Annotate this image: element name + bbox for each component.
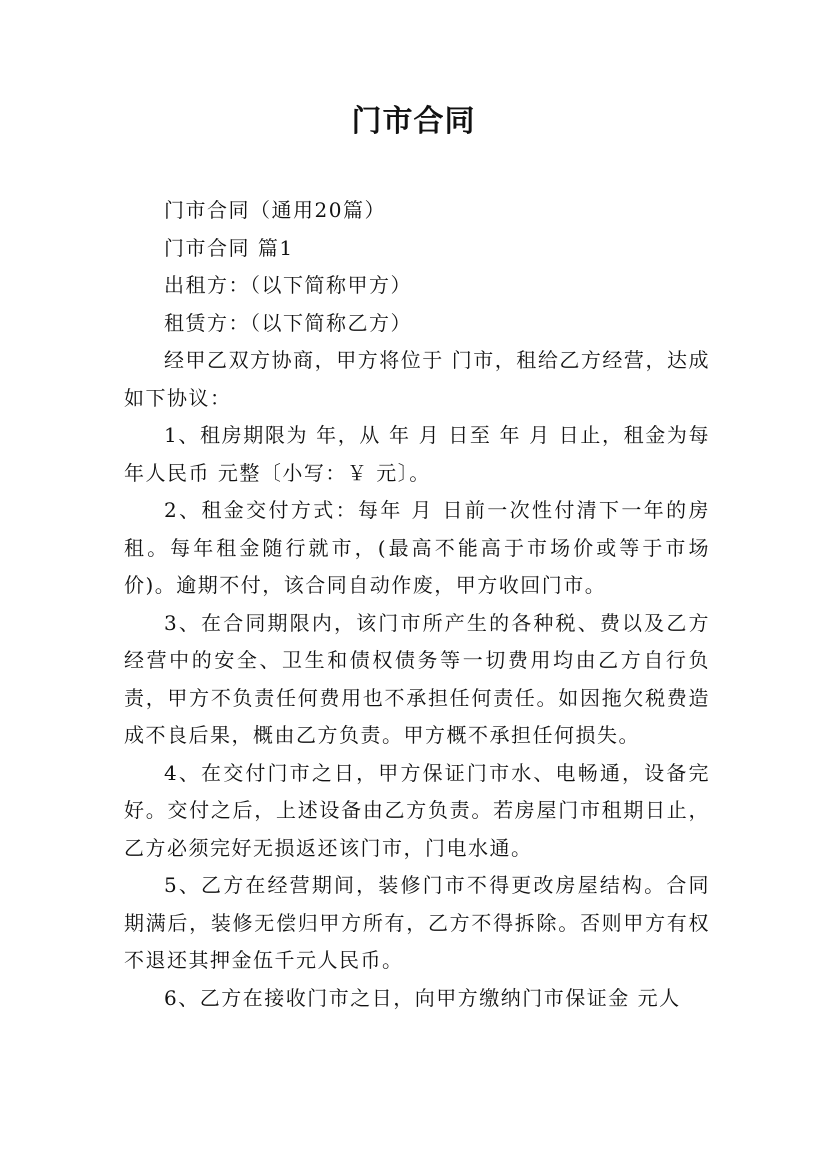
document-body <box>124 192 710 1017</box>
clause-2: 2、租金交付方式：每年 月 日前一次性付清下一年的房租。每年租金随行就市，(最高不能高于市场价或等于市场价)。逾期不付，该合同自动作废，甲方收回门市。 <box>124 498 710 597</box>
clause-1: 1、租房期限为 年，从 年 月 日至 年 月 日止，租金为每年人民币 元整〔小写：￥ 元〕。 <box>124 423 710 485</box>
paragraph-lessor: 出租方：（以下简称甲方） <box>164 273 412 297</box>
paragraph-lessee: 租赁方：（以下简称乙方） <box>164 310 412 335</box>
clause-4: 4、在交付门市之日，甲方保证门市水、电畅通，设备完好。交付之后，上述设备由乙方负责。若房屋门市租期日止，乙方必须完好无损返还该门市，门电水通。 <box>124 760 710 860</box>
clause-6: 6、乙方在接收门市之日，向甲方缴纳门市保证金 元人 <box>164 985 681 1010</box>
paragraph-heading-article-1: 门市合同 篇1 <box>164 235 294 260</box>
document-title: 门市合同 <box>351 104 476 139</box>
paragraph-heading-collection: 门市合同（通用20篇） <box>164 198 386 222</box>
clause-5: 5、乙方在经营期间，装修门市不得更改房屋结构。合同期满后，装修无偿归甲方所有，乙方不得拆除。否则甲方有权不退还其押金伍千元人民币。 <box>124 873 710 972</box>
paragraph-intro: 经甲乙双方协商，甲方将位于 门市，租给乙方经营，达成如下协议： <box>124 348 710 410</box>
clause-3: 3、在合同期限内，该门市所产生的各种税、费以及乙方经营中的安全、卫生和债权债务等一切费用均由乙方自行负责，甲方不负责任何费用也不承担任何责任。如因拖欠税费造成不良后果，概由乙方负责。甲方概不承担任何损失。 <box>124 610 710 747</box>
